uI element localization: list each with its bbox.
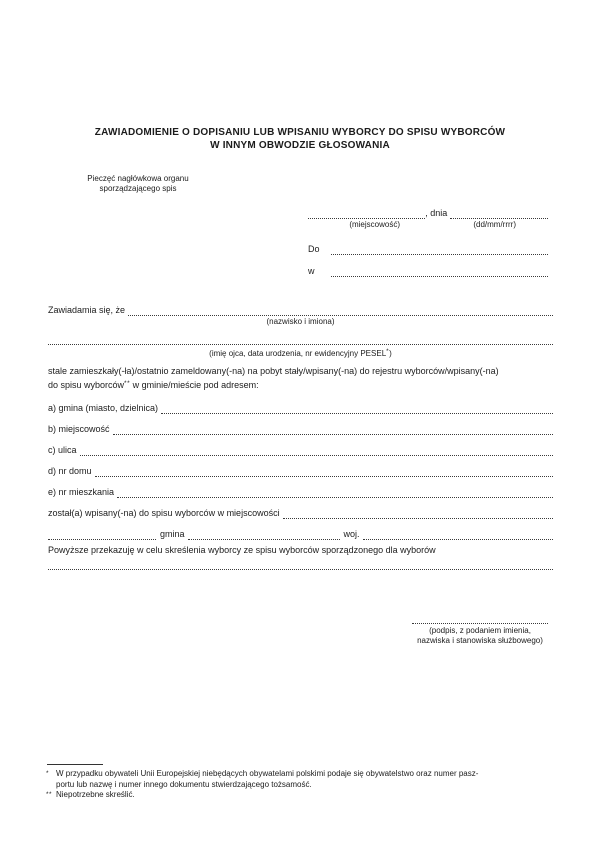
field-d-dotted-line [95, 466, 553, 477]
details-hint-text: (imię ojca, data urodzenia, nr ewidencyjny PESEL [209, 349, 387, 358]
addressee-w-row [308, 265, 548, 277]
name-hint: (nazwisko i imiona) [266, 317, 335, 326]
woj-dotted-line [363, 529, 553, 540]
footnote-1-line1: W przypadku obywateli Unii Europejskiej niebędących obywatelami polskimi podaje się obywatelstwo oraz numer pasz- [56, 769, 479, 778]
addressee-do-row [308, 243, 548, 255]
field-b-dotted-line [113, 424, 553, 435]
stamp-note-line2: sporządzającego spis [99, 183, 177, 193]
do-dotted-line [331, 244, 548, 255]
field-a-dotted-line [161, 403, 553, 414]
dnia-label: , dnia [425, 208, 448, 218]
details-dotted-line [48, 336, 553, 345]
gmina-dotted-line [188, 529, 340, 540]
details-hint-close: ) [389, 349, 392, 358]
field-d-row [48, 465, 553, 477]
woj-label: woj. [343, 529, 360, 539]
locality-dotted-line [48, 529, 156, 540]
residence-line2-post: w gminie/mieście pod adresem: [130, 379, 259, 390]
field-e-label: e) nr mieszkania [48, 487, 115, 497]
footnote-1-marker: * [46, 770, 50, 777]
field-b-row [48, 423, 553, 435]
footnote-1-line2: portu lub nazwę i numer innego dokumentu stwierdzającego tożsamość. [56, 779, 312, 789]
place-hint: (miejscowość) [349, 220, 400, 229]
footnote-rule [47, 764, 103, 765]
footnote-1-text [56, 769, 556, 790]
signature-block [412, 615, 548, 646]
field-d-label: d) nr domu [48, 466, 92, 476]
residence-line1: stale zamieszkały(-ła)/ostatnio zameldowany(-na) na pobyt stały/wpisany(-na) do rejestru wyborców/wpisany(-na) [48, 366, 499, 376]
field-c-dotted-line [80, 445, 553, 456]
purpose-dotted-line [48, 561, 553, 570]
footnote-ref-double: ** [124, 379, 131, 387]
signature-hint-line1: (podpis, z podaniem imienia, [429, 626, 531, 635]
document-title [0, 127, 600, 152]
date-dotted-line [450, 208, 548, 219]
field-a-label: a) gmina (miasto, dzielnica) [48, 403, 159, 413]
gmina-label: gmina [160, 529, 185, 539]
field-b-label: b) miejscowość [48, 424, 110, 434]
date-hints-row [308, 220, 548, 229]
footnote-1 [46, 769, 556, 790]
stamp-note-line1: Pieczęć nagłówkowa organu [87, 174, 189, 183]
w-dotted-line [331, 266, 548, 277]
name-dotted-line [128, 305, 553, 316]
field-a-row [48, 402, 553, 414]
footnote-2 [46, 790, 556, 801]
document-title-line1: ZAWIADOMIENIE O DOPISANIU LUB WPISANIU WYBORCY DO SPISU WYBORCÓW [94, 127, 506, 138]
purpose-text: Powyższe przekazuję w celu skreślenia wyborcy ze spisu wyborców sporządzonego dla wyborów [48, 545, 436, 555]
details-hint [48, 347, 553, 358]
footnote-2-line1: Niepotrzebne skreślić. [56, 790, 135, 799]
footnote-2-marker: ** [46, 791, 53, 798]
date-format-hint: (dd/mm/rrrr) [473, 220, 516, 229]
signature-hints [412, 626, 548, 646]
footnote-2-text [56, 790, 556, 801]
notify-row [48, 304, 553, 316]
residence-line2 [48, 378, 553, 392]
field-e-dotted-line [117, 487, 553, 498]
w-label: w [308, 266, 315, 276]
field-e-row [48, 486, 553, 498]
entered-row [48, 507, 553, 519]
entered-dotted-line [283, 508, 553, 519]
residence-paragraph [48, 366, 553, 391]
stamp-note [83, 174, 193, 193]
footnotes [46, 769, 556, 801]
entered-label: został(a) wpisany(-na) do spisu wyborców w miejscowości [48, 508, 280, 518]
document-title-line2: W INNYM OBWODZIE GŁOSOWANIA [210, 139, 390, 151]
footnote-ref-single: * [386, 348, 390, 355]
field-c-row [48, 444, 553, 456]
gmina-woj-row [48, 528, 553, 540]
signature-dotted-line [412, 615, 548, 624]
place-dotted-line [308, 208, 425, 219]
date-addressee-block [308, 207, 548, 277]
field-c-label: c) ulica [48, 445, 77, 455]
date-row [308, 207, 548, 219]
residence-line2-pre: do spisu wyborców [48, 379, 125, 390]
do-label: Do [308, 244, 320, 254]
notify-label: Zawiadamia się, że [48, 305, 126, 315]
signature-hint-line2: nazwiska i stanowiska służbowego) [417, 636, 543, 645]
